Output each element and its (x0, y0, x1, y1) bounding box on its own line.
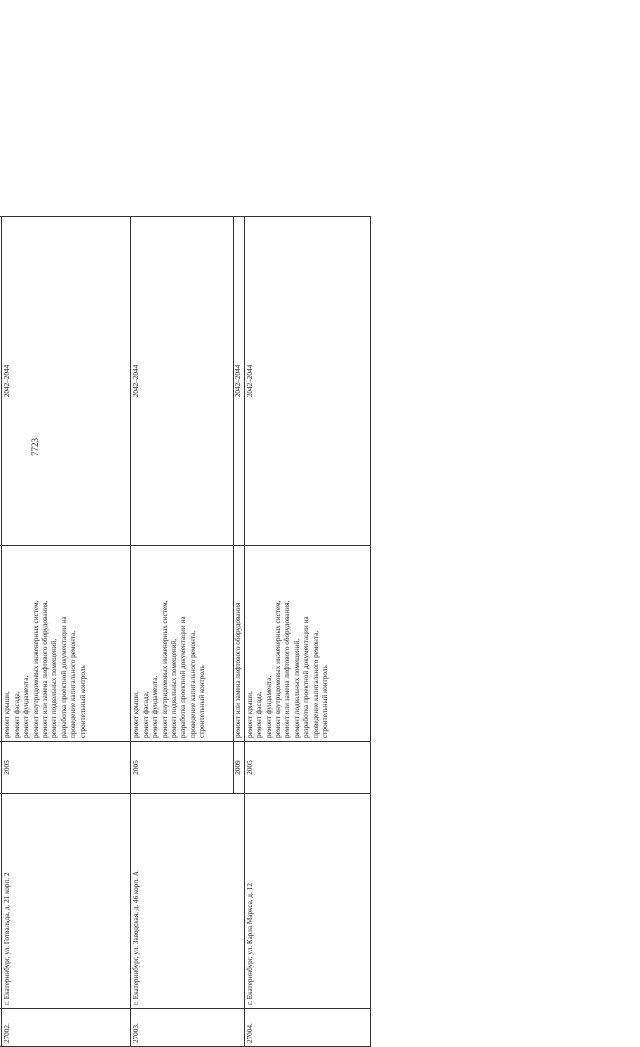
row-number: 27003. (131, 1009, 244, 1047)
page-number: 7723 (30, 438, 40, 456)
row-works: ремонт крыши, ремонт фасада, ремонт фундамента, ремонт внутридомовых инженерных систем, ремонт подвальных помещений, разработка проектной документации на проведение капитального ремонта, строительный контроль (131, 546, 234, 742)
row-address: г. Екатеринбург, ул. Карла Маркса, д. 12 (244, 794, 370, 1009)
row-works: ремонт крыши, ремонт фасада, ремонт фундамента, ремонт внутридомовых инженерных систем, ремонт или замена лифтового оборудования, ремонт подвальных помещений, разработка проектной документации на проведение капитального ремонта, строительный контроль (244, 546, 370, 742)
row-number: 27004. (244, 1009, 370, 1047)
table-row (244, 217, 370, 1047)
row-period: 2042–2044 (244, 217, 370, 546)
row-number: 27002. (2, 1009, 131, 1047)
table-row (2, 217, 131, 1047)
row-address: г. Екатеринбург, ул. Заводская, д. 46 корп. А (131, 794, 244, 1009)
register-table-rotated (0, 217, 368, 1047)
register-table (0, 216, 371, 1047)
row-works: ремонт крыши, ремонт фасада, ремонт фундамента, ремонт внутридомовых инженерных систем, ремонт или замена лифтового оборудования, ремонт подвальных помещений, разработка проектной документации на проведение капитального ремонта, строительный контроль (2, 546, 131, 742)
row-period: 2042–2044 (2, 217, 131, 546)
subrow-works: ремонт или замена лифтового оборудования (234, 546, 244, 742)
row-year: 2005 (131, 742, 234, 794)
subrow-period: 2042–2044 (234, 217, 244, 546)
row-year: 2005 (244, 742, 370, 794)
row-period: 2042–2044 (131, 217, 234, 546)
subrow-year: 2009 (234, 742, 244, 794)
row-address: г. Екатеринбург, ул. Готвальда, д. 21 корп. 2 (2, 794, 131, 1009)
row-year: 2005 (2, 742, 131, 794)
table-row (131, 217, 234, 1047)
